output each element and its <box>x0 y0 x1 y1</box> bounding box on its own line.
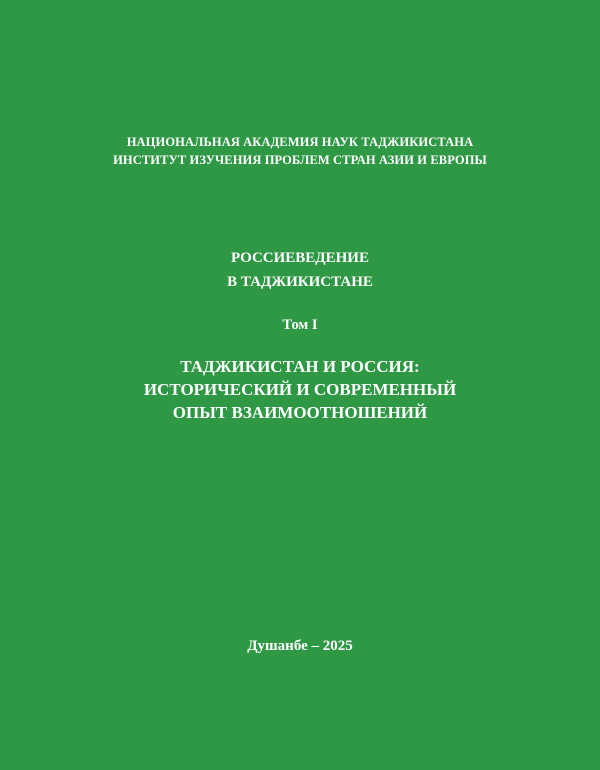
volume-number: Том I <box>282 317 318 333</box>
institution-line-academy: НАЦИОНАЛЬНАЯ АКАДЕМИЯ НАУК ТАДЖИКИСТАНА <box>126 135 474 149</box>
book-title-line-1: ТАДЖИКИСТАН И РОССИЯ: <box>180 357 420 376</box>
book-title-line-3: ОПЫТ ВЗАИМООТНОШЕНИЙ <box>172 403 428 422</box>
institution-line-institute: ИНСТИТУТ ИЗУЧЕНИЯ ПРОБЛЕМ СТРАН АЗИИ И ЕВРОПЫ <box>113 153 487 167</box>
series-title-line-2: В ТАДЖИКИСТАНЕ <box>227 274 373 290</box>
series-title-line-1: РОССИЕВЕДЕНИЕ <box>231 250 369 266</box>
book-title-line-2: ИСТОРИЧЕСКИЙ И СОВРЕМЕННЫЙ <box>143 380 457 399</box>
series-title <box>0 246 600 294</box>
place-and-year: Душанбе – 2025 <box>247 638 353 654</box>
book-title <box>0 355 600 424</box>
institution-header <box>0 133 600 169</box>
